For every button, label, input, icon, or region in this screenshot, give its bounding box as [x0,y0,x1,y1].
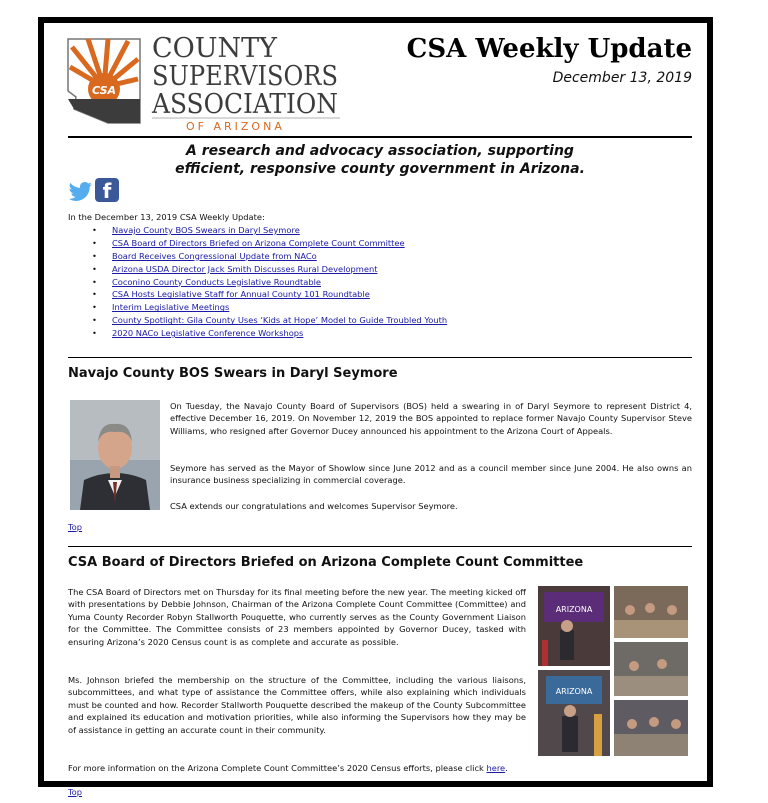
photo-board-table-3 [614,700,688,756]
toc-item [92,250,447,263]
tagline [68,142,692,178]
photo-presentation [538,586,610,666]
header-divider [68,136,692,138]
svg-text:ARIZONA: ARIZONA [555,687,593,696]
here-link[interactable]: here [486,763,506,773]
arizona-sunburst-icon [64,33,142,127]
toc-link-csa-board[interactable]: CSA Board of Directors Briefed on Arizona Complete Count Committee [112,237,405,248]
newsletter-date: December 13, 2019 [552,70,692,86]
navajo-paragraph-1: On Tuesday, the Navajo County Board of Supervisors (BOS) held a swearing in of Daryl Seymore to represent District 4, effective December 16, 2019. On November 12, 2019 the BOS appointed to replace former Navajo County Supervisor Steve Williams, who resigned after Governor Ducey announced his appointment to the Arizona Court of Appeals. [170,401,692,436]
toc-link-county-101[interactable]: CSA Hosts Legislative Staff for Annual County 101 Roundtable [112,289,370,300]
photo-board-table-2 [614,642,688,696]
logo-subtitle: OF ARIZONA [186,120,285,131]
csa-board-paragraph-2: Ms. Johnson briefed the membership on the structure of the Committee, including the various liaisons, subcommittees, and what type of assistance the Committee offers, while also explaining which individuals must be counted and how. Recorder Stallworth Pouquette described the makeup of the County Subcommittee and explained its education and motivation priorities, while also informing the Supervisors how they may be of assistance in getting an accurate count in their community. [68,675,526,735]
toc-link-navajo[interactable]: Navajo County BOS Swears in Daryl Seymore [112,225,300,235]
tagline-line-2: efficient, responsive county government in Arizona. [175,161,585,177]
bullet-icon: • [92,237,97,248]
logo-line-2: SUPERVISORS [152,61,338,92]
meeting-photo-collage [538,586,688,756]
tagline-line-1: A research and advocacy association, supporting [186,143,574,159]
toc-item [92,276,447,289]
toc-item [92,237,447,250]
toc-item [92,224,447,237]
bullet-icon: • [92,250,97,261]
toc-intro: In the December 13, 2019 CSA Weekly Update: [68,212,265,222]
newsletter-title: CSA Weekly Update [406,34,692,64]
bullet-icon: • [92,276,97,287]
logo-line-1: COUNTY [152,33,278,64]
photo-speaker [538,670,610,756]
csa-board-paragraph-1: The CSA Board of Directors met on Thursday for its final meeting before the new year. The meeting kicked off with presentations by Debbie Johnson, Chairman of the Arizona Complete Count Committee (Committee) and Yuma County Recorder Robyn Stallworth Pouquette, who currently serves as the County Government Liaison for the Committee. The Committee consists of 23 members appointed by Governor Ducey, tasked with ensuring Arizona’s 2020 Census count is as complete and accurate as possible. [68,587,526,647]
toc-item [92,327,447,340]
bullet-icon: • [92,263,97,274]
toc-item [92,288,447,301]
bullet-icon: • [92,225,97,235]
bullet-icon: • [92,315,97,326]
more-info-text: For more information on the Arizona Complete Count Committee’s 2020 Census efforts, please click [68,763,487,773]
section-divider [68,546,692,547]
svg-text:ARIZONA: ARIZONA [555,605,593,614]
toc-link-coconino[interactable]: Coconino County Conducts Legislative Roundtable [112,276,321,287]
bullet-icon: • [92,328,97,339]
navajo-paragraph-3: CSA extends our congratulations and welcomes Supervisor Seymore. [170,501,458,511]
toc-item [92,301,447,314]
twitter-icon[interactable] [68,181,93,203]
photo-board-table-1 [614,586,688,638]
article-heading-csa-board: CSA Board of Directors Briefed on Arizona Complete Count Committee [68,555,584,570]
bullet-icon: • [92,289,97,300]
toc-link-naco-update[interactable]: Board Receives Congressional Update from NACo [112,250,317,261]
facebook-icon[interactable]: f [95,178,119,202]
section-divider [68,357,692,358]
toc-link-usda[interactable]: Arizona USDA Director Jack Smith Discusses Rural Development [112,263,378,274]
more-info-suffix: . [505,763,508,773]
toc-link-naco-workshops[interactable]: 2020 NACo Legislative Conference Workshops [112,328,304,339]
toc-item [92,314,447,327]
seymore-portrait [70,400,160,510]
csa-logo [62,27,342,131]
csa-board-paragraph-3 [68,762,688,774]
top-link[interactable]: Top [68,787,83,797]
logo-line-3: ASSOCIATION [151,89,338,120]
navajo-paragraph-2: Seymore has served as the Mayor of Showlow since June 2012 and as a council member since June 2004. He also owns an insurance business specializing in commercial coverage. [170,463,692,486]
article-heading-navajo: Navajo County BOS Swears in Daryl Seymore [68,366,398,381]
toc-link-gila[interactable]: County Spotlight: Gila County Uses ‘Kids at Hope’ Model to Guide Troubled Youth [112,315,448,326]
svg-text:CSA: CSA [91,84,117,97]
toc-link-interim[interactable]: Interim Legislative Meetings [112,302,230,313]
table-of-contents [92,224,447,340]
toc-item [92,263,447,276]
top-link[interactable]: Top [68,522,83,532]
bullet-icon: • [92,302,97,313]
